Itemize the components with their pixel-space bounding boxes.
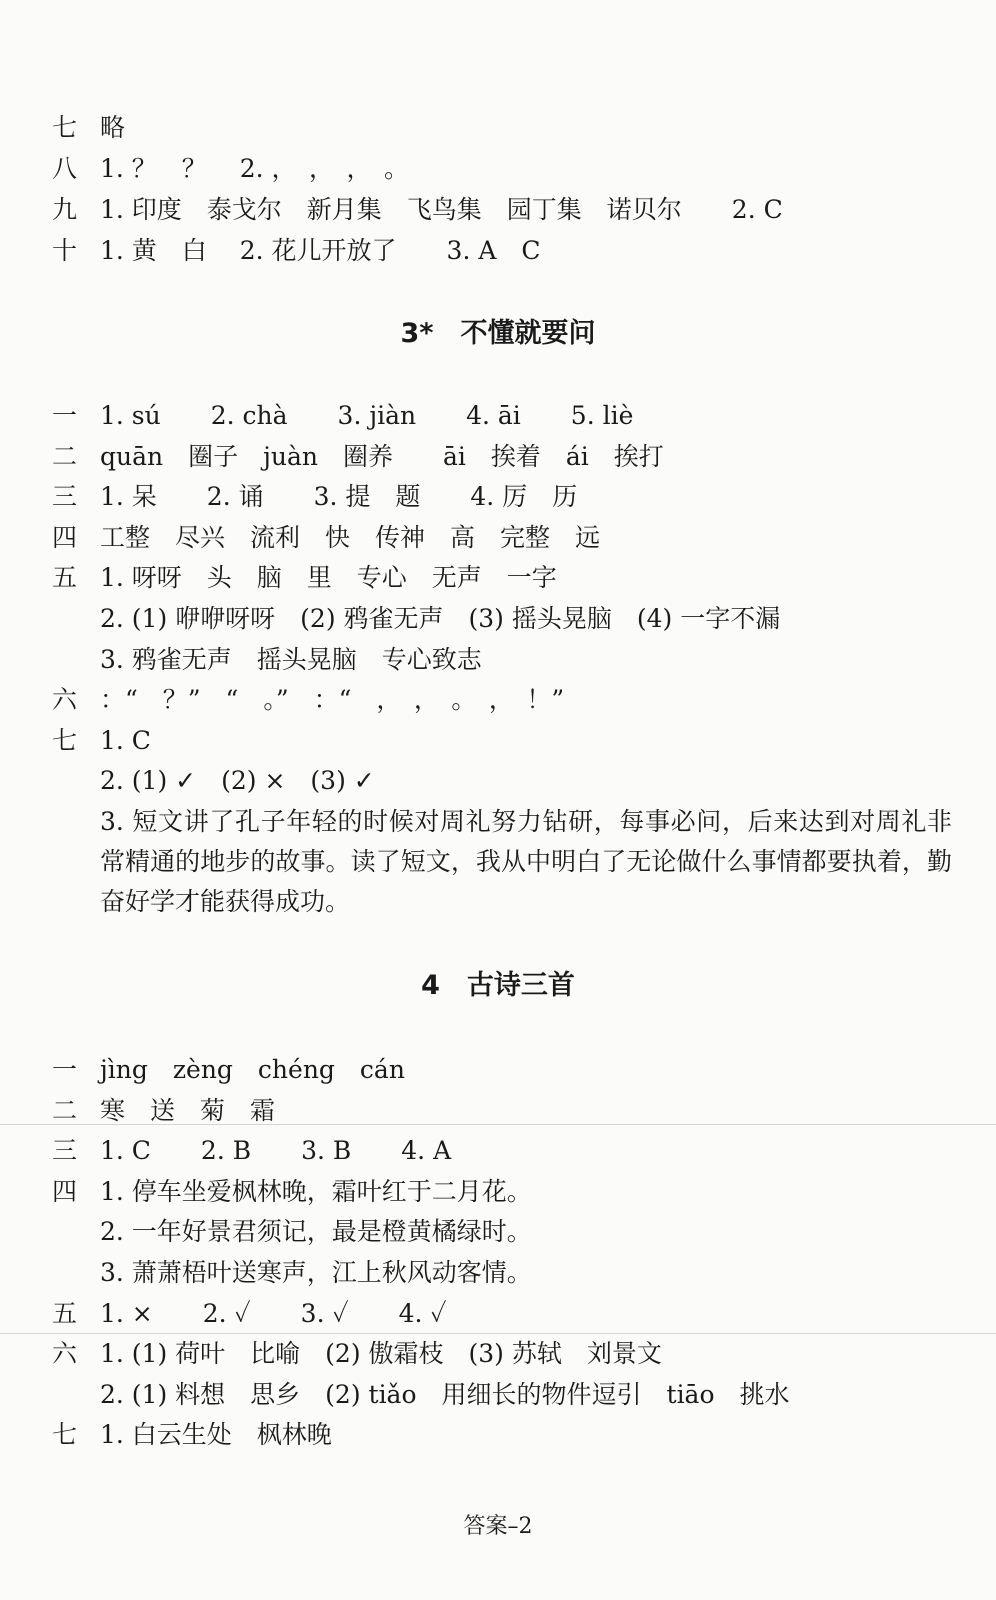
answer-text: 1. C 2. B 3. B 4. A	[100, 1136, 452, 1166]
answer-text: 工整 尽兴 流利 快 传神 高 完整 远	[100, 522, 601, 552]
answer-line	[52, 1415, 976, 1455]
answer-text: 1. sú 2. chà 3. jiàn 4. āi 5. liè	[100, 401, 634, 430]
answer-text: 1. 呆 2. 诵 3. 提 题 4. 厉 历	[100, 482, 578, 512]
question-number: 三	[52, 1136, 78, 1166]
question-number: 七	[52, 113, 78, 142]
answer-text: 1. 呀呀 头 脑 里 专心 无声 一字	[100, 563, 557, 593]
answer-text: 2. (1) ✓ (2) × (3) ✓	[100, 766, 375, 796]
answer-line	[52, 1334, 976, 1374]
answer-line	[52, 680, 976, 720]
answer-text: 3. 鸦雀无声 摇头晃脑 专心致志	[100, 644, 482, 674]
answer-text: 3. 萧萧梧叶送寒声，江上秋风动客情。	[100, 1258, 532, 1287]
lesson-4-title: 4 古诗三首	[421, 970, 575, 1001]
question-number: 五	[52, 1298, 78, 1328]
answer-line	[52, 1375, 976, 1415]
answer-text: 略	[100, 113, 126, 142]
answer-line	[52, 1294, 976, 1334]
answer-line	[52, 1050, 976, 1090]
question-number: 七	[52, 725, 78, 755]
answer-text: 寒 送 菊 霜	[100, 1095, 276, 1125]
answer-text: jìng zèng chéng cán	[100, 1055, 405, 1084]
answer-line	[52, 1172, 976, 1212]
answer-text: 1. 黄 白 2. 花儿开放了 3. A C	[100, 236, 541, 265]
answer-line	[52, 190, 976, 230]
answer-line	[52, 1212, 976, 1252]
answer-text: 1. (1) 荷叶 比喻 (2) 傲霜枝 (3) 苏轼 刘景文	[100, 1339, 662, 1369]
answer-line	[52, 721, 976, 761]
question-number: 三	[52, 482, 78, 512]
answer-line	[52, 477, 976, 517]
answer-line	[52, 231, 976, 271]
answer-text: 1. ？ ？ 2. ， ， ， 。	[100, 154, 410, 183]
answer-text: quān 圈子 juàn 圈养 āi 挨着 ái 挨打	[100, 441, 664, 471]
question-number: 十	[52, 236, 78, 265]
answer-text: 2. 一年好景君须记，最是橙黄橘绿时。	[100, 1217, 532, 1247]
question-number: 六	[52, 685, 78, 715]
answer-text: ：“ ？” “ 。” ：“ ， ， 。 ， ！”	[100, 685, 565, 715]
answer-text: 1. 印度 泰戈尔 新月集 飞鸟集 园丁集 诺贝尔 2. C	[100, 195, 783, 224]
answer-line	[52, 599, 976, 639]
answer-text: 2. (1) 料想 思乡 (2) tiǎo 用细长的物件逗引 tiāo 挑水	[100, 1379, 790, 1409]
answer-text: 1. C	[100, 725, 151, 755]
answer-line	[52, 396, 976, 436]
answer-line	[52, 149, 976, 189]
answer-text: 1. × 2. ✓ 3. ✓ 4. ✓	[100, 1298, 447, 1328]
answer-text: 2. (1) 咿咿呀呀 (2) 鸦雀无声 (3) 摇头晃脑 (4) 一字不漏	[100, 604, 781, 633]
question-number: 八	[52, 154, 78, 183]
answer-line	[52, 558, 976, 598]
answer-line	[52, 1253, 976, 1293]
lesson-3-essay-answer: 3. 短文讲了孔子年轻的时候对周礼努力钻研，每事必问，后来达到对周礼非常精通的地步的故事。读了短文，我从中明白了无论做什么事情都要执着，勤奋好学才能获得成功。	[100, 807, 952, 916]
question-number: 一	[52, 1055, 78, 1084]
answer-line	[52, 1091, 976, 1131]
question-number: 六	[52, 1339, 78, 1369]
answer-line	[52, 518, 976, 558]
question-number: 九	[52, 195, 78, 224]
question-number: 二	[52, 1095, 78, 1125]
question-number: 二	[52, 441, 78, 471]
question-number: 四	[52, 1176, 78, 1206]
answer-text: 1. 白云生处 枫林晚	[100, 1420, 332, 1450]
page-footer: 答案–2	[463, 1514, 533, 1539]
answer-line	[52, 108, 976, 148]
question-number: 七	[52, 1420, 78, 1450]
answer-line	[52, 761, 976, 801]
question-number: 四	[52, 522, 78, 552]
answer-line	[52, 1131, 976, 1171]
question-number: 五	[52, 563, 78, 593]
answer-text: 1. 停车坐爱枫林晚，霜叶红于二月花。	[100, 1176, 532, 1206]
question-number: 一	[52, 401, 78, 430]
lesson-3-title: 3* 不懂就要问	[400, 318, 596, 349]
answer-line	[52, 437, 976, 477]
answer-line	[52, 640, 976, 680]
